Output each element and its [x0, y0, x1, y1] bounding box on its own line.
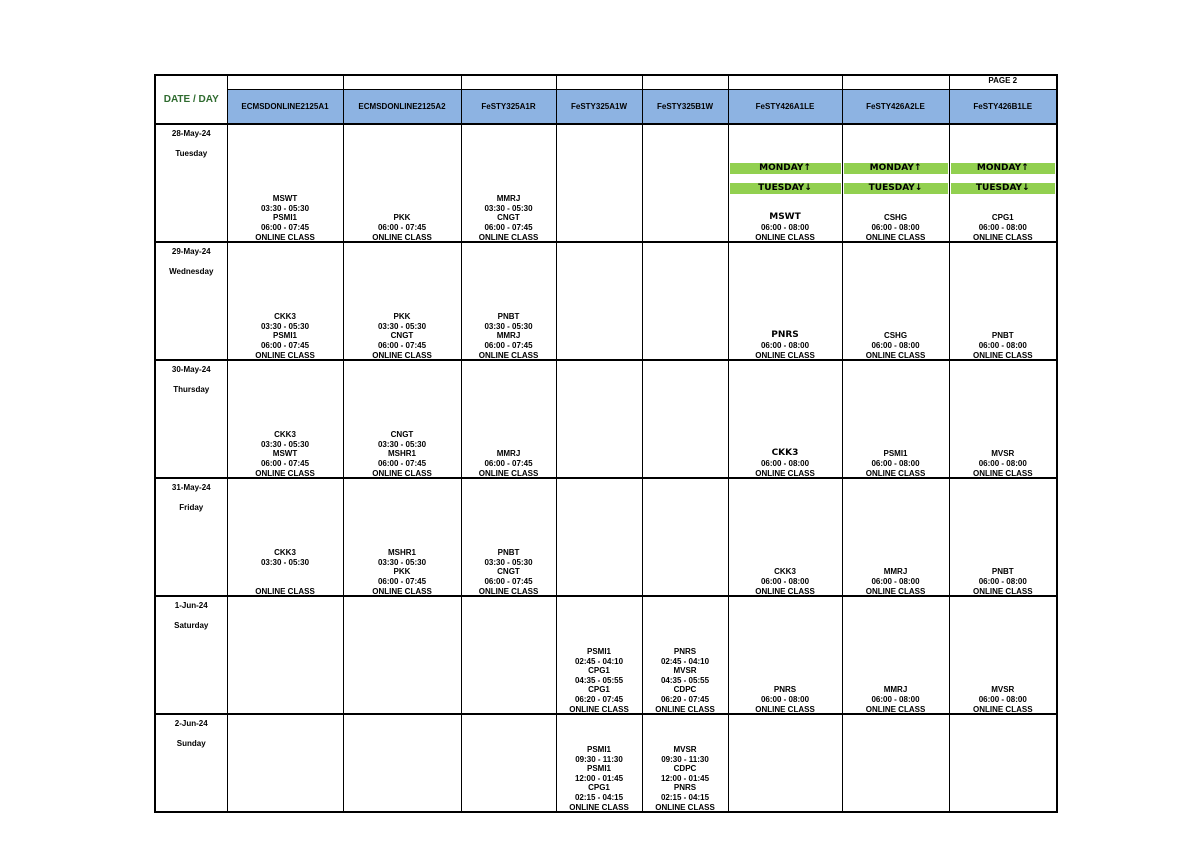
class-code: CKK3 — [774, 567, 796, 576]
class-entries — [344, 312, 461, 350]
column-header: FeSTY325A1W — [556, 90, 642, 125]
date: 30-May-24 — [171, 365, 211, 374]
class-code: PNBT — [991, 331, 1014, 340]
class-time: 02:45 - 04:10 — [574, 656, 624, 666]
date: 31-May-24 — [171, 483, 211, 492]
class-entries — [557, 745, 642, 802]
day-row — [155, 360, 1057, 478]
class-code: CPG1 — [588, 685, 610, 694]
class-time: 02:45 - 04:10 — [660, 656, 710, 666]
schedule-cell — [556, 714, 642, 812]
class-time: 06:20 - 07:45 — [660, 694, 710, 704]
class-time: 06:00 - 07:45 — [260, 222, 310, 232]
online-class-label: ONLINE CLASS — [372, 586, 432, 596]
class-time: 06:00 - 07:45 — [484, 222, 533, 232]
schedule-cell — [642, 242, 728, 360]
class-entries — [843, 567, 949, 586]
class-code: MMRJ — [496, 331, 521, 340]
online-class-label: ONLINE CLASS — [972, 586, 1033, 596]
class-code: MSHR1 — [387, 449, 416, 458]
weekday: Sunday — [176, 738, 206, 748]
class-time: 06:00 - 07:45 — [484, 458, 533, 468]
class-entries — [950, 331, 1057, 350]
schedule-cell — [343, 360, 461, 478]
online-class-label: ONLINE CLASS — [569, 704, 629, 714]
online-class-label: ONLINE CLASS — [755, 586, 815, 596]
class-time: 06:00 - 08:00 — [760, 340, 810, 350]
day-shift-banner — [843, 163, 949, 194]
class-entries — [462, 194, 556, 232]
class-entries — [643, 745, 728, 802]
class-entries — [462, 449, 556, 468]
schedule-cell — [949, 714, 1057, 812]
schedule-cell — [343, 478, 461, 596]
schedule-cell — [227, 124, 343, 242]
date: 2-Jun-24 — [174, 719, 208, 728]
online-class-label: ONLINE CLASS — [655, 704, 715, 714]
class-time: 06:00 - 08:00 — [978, 340, 1027, 350]
class-code: PSMI1 — [883, 449, 908, 458]
class-entries — [843, 449, 949, 468]
class-code: MVSR — [991, 449, 1015, 458]
class-entries — [228, 312, 343, 350]
weekday: Friday — [179, 502, 204, 512]
class-time: 09:30 - 11:30 — [575, 754, 623, 764]
schedule-cell — [556, 124, 642, 242]
schedule-cell — [842, 360, 949, 478]
class-code: PNBT — [497, 548, 520, 557]
class-time: 06:00 - 08:00 — [871, 340, 920, 350]
class-time: 06:00 - 07:45 — [377, 576, 427, 586]
online-class-label: ONLINE CLASS — [255, 586, 315, 596]
class-time: 06:00 - 07:45 — [377, 222, 427, 232]
class-code: CKK3 — [771, 448, 799, 458]
schedule-cell — [461, 478, 556, 596]
class-code: CNGT — [390, 430, 414, 439]
class-time: 06:00 - 08:00 — [978, 458, 1027, 468]
class-time: 06:00 - 08:00 — [760, 458, 810, 468]
schedule-cell — [642, 360, 728, 478]
online-class-label: ONLINE CLASS — [655, 802, 715, 812]
weekday: Wednesday — [169, 266, 214, 276]
online-class-label: ONLINE CLASS — [972, 232, 1033, 242]
schedule-cell — [842, 124, 949, 242]
class-time: 06:00 - 07:45 — [484, 576, 533, 586]
class-time: 12:00 - 01:45 — [660, 773, 710, 783]
class-code: MVSR — [673, 745, 697, 754]
class-entries — [950, 449, 1057, 468]
class-time: 03:30 - 05:30 — [260, 321, 310, 331]
day-row — [155, 714, 1057, 812]
class-entries — [729, 685, 842, 704]
schedule-cell — [949, 478, 1057, 596]
schedule-cell — [461, 714, 556, 812]
monday-banner: MONDAY↑ — [844, 163, 948, 174]
online-class-label: ONLINE CLASS — [478, 468, 539, 478]
class-entries — [950, 567, 1057, 586]
online-class-label: ONLINE CLASS — [865, 586, 926, 596]
class-entries — [228, 548, 343, 586]
class-entries — [729, 449, 842, 468]
class-entries — [729, 213, 842, 232]
class-entries — [228, 430, 343, 468]
schedule-cell — [227, 242, 343, 360]
online-class-label: ONLINE CLASS — [972, 468, 1033, 478]
day-row — [155, 124, 1057, 242]
online-class-label: ONLINE CLASS — [478, 350, 539, 360]
date: 29-May-24 — [171, 247, 211, 256]
schedule-cell — [642, 124, 728, 242]
class-code: PSMI1 — [586, 764, 611, 773]
online-class-label: ONLINE CLASS — [972, 350, 1033, 360]
class-time: 06:00 - 08:00 — [978, 576, 1027, 586]
online-class-label: ONLINE CLASS — [755, 468, 815, 478]
class-code: PKK — [393, 213, 411, 222]
class-code: MMRJ — [496, 449, 521, 458]
class-time: 06:00 - 08:00 — [871, 694, 920, 704]
online-class-label: ONLINE CLASS — [865, 704, 926, 714]
schedule-cell — [227, 360, 343, 478]
schedule-cell — [842, 478, 949, 596]
schedule-cell — [949, 360, 1057, 478]
class-code: MSWT — [272, 194, 298, 203]
schedule-cell — [461, 596, 556, 714]
online-class-label: ONLINE CLASS — [255, 232, 315, 242]
online-class-label: ONLINE CLASS — [372, 350, 432, 360]
class-time: 03:30 - 05:30 — [484, 557, 533, 567]
schedule-cell — [842, 242, 949, 360]
schedule-cell — [461, 360, 556, 478]
class-code: PSMI1 — [272, 331, 297, 340]
schedule-cell — [728, 596, 842, 714]
class-time: 02:15 - 04:15 — [660, 792, 710, 802]
class-code: PSMI1 — [586, 647, 611, 656]
class-entries — [843, 685, 949, 704]
weekday: Thursday — [173, 384, 210, 394]
class-time — [228, 577, 343, 587]
online-class-label: ONLINE CLASS — [865, 350, 926, 360]
class-time: 03:30 - 05:30 — [377, 321, 427, 331]
class-code: CSHG — [883, 331, 908, 340]
class-code: PNRS — [673, 783, 697, 792]
class-code: PKK — [393, 567, 411, 576]
class-time: 06:00 - 07:45 — [377, 340, 427, 350]
class-code: PNRS — [771, 330, 799, 340]
date-cell — [155, 360, 227, 478]
schedule-cell — [343, 714, 461, 812]
class-code: CNGT — [497, 213, 520, 222]
class-time: 03:30 - 05:30 — [377, 557, 427, 567]
class-entries — [643, 647, 728, 704]
online-class-label: ONLINE CLASS — [478, 586, 539, 596]
class-code — [228, 567, 343, 577]
class-entries — [462, 548, 556, 586]
class-code: CPG1 — [588, 783, 610, 792]
class-time: 06:00 - 08:00 — [871, 576, 920, 586]
date-day-header: DATE / DAY — [155, 75, 227, 124]
class-time: 03:30 - 05:30 — [377, 439, 427, 449]
class-code: CNGT — [497, 567, 520, 576]
class-code: CNGT — [390, 331, 414, 340]
class-time: 04:35 - 05:55 — [660, 675, 710, 685]
column-header: FeSTY325B1W — [642, 90, 728, 125]
schedule-cell — [949, 124, 1057, 242]
class-entries — [729, 331, 842, 350]
class-time: 03:30 - 05:30 — [484, 203, 533, 213]
class-code: MMRJ — [883, 567, 908, 576]
class-time: 06:00 - 08:00 — [871, 222, 920, 232]
schedule-cell — [642, 596, 728, 714]
page-label: PAGE 2 — [949, 75, 1057, 90]
schedule-cell — [728, 714, 842, 812]
class-time: 03:30 - 05:30 — [484, 321, 533, 331]
class-time: 06:00 - 08:00 — [978, 694, 1027, 704]
monday-banner: MONDAY↑ — [951, 163, 1056, 174]
tuesday-banner: TUESDAY↓ — [730, 183, 841, 194]
online-class-label: ONLINE CLASS — [755, 350, 815, 360]
class-time: 04:35 - 05:55 — [574, 675, 624, 685]
class-code: MMRJ — [496, 194, 521, 203]
class-time: 03:30 - 05:30 — [260, 203, 310, 213]
class-code: PSMI1 — [586, 745, 611, 754]
class-time: 02:15 - 04:15 — [574, 792, 624, 802]
day-row — [155, 478, 1057, 596]
class-code: CPG1 — [588, 666, 610, 675]
schedule-cell — [842, 596, 949, 714]
class-time: 06:00 - 07:45 — [260, 340, 310, 350]
class-entries — [228, 194, 343, 232]
class-code: MSWT — [769, 212, 801, 222]
online-class-label: ONLINE CLASS — [569, 802, 629, 812]
class-time: 06:20 - 07:45 — [574, 694, 624, 704]
online-class-label: ONLINE CLASS — [478, 232, 539, 242]
date-cell — [155, 478, 227, 596]
online-class-label: ONLINE CLASS — [972, 704, 1033, 714]
class-entries — [843, 213, 949, 232]
schedule-cell — [556, 478, 642, 596]
schedule-cell — [227, 596, 343, 714]
date: 28-May-24 — [171, 129, 211, 138]
online-class-label: ONLINE CLASS — [755, 704, 815, 714]
schedule-cell — [842, 714, 949, 812]
schedule-cell — [556, 242, 642, 360]
schedule-cell — [728, 360, 842, 478]
date-cell — [155, 242, 227, 360]
class-code: CKK3 — [274, 312, 296, 321]
class-code: PNRS — [673, 647, 697, 656]
date: 1-Jun-24 — [174, 601, 208, 610]
class-code: PKK — [393, 312, 411, 321]
weekday: Tuesday — [175, 148, 208, 158]
column-header: FeSTY426A2LE — [842, 90, 949, 125]
online-class-label: ONLINE CLASS — [255, 468, 315, 478]
class-time: 06:00 - 07:45 — [260, 458, 310, 468]
class-entries — [344, 213, 461, 232]
class-code: CSHG — [883, 213, 908, 222]
class-entries — [344, 430, 461, 468]
schedule-cell — [728, 124, 842, 242]
schedule-cell — [461, 242, 556, 360]
class-entries — [462, 312, 556, 350]
day-row — [155, 242, 1057, 360]
schedule-cell — [556, 596, 642, 714]
class-code: MVSR — [673, 666, 697, 675]
class-code: MVSR — [991, 685, 1015, 694]
class-code: PNRS — [773, 685, 797, 694]
class-time: 06:00 - 08:00 — [760, 694, 810, 704]
class-entries — [950, 213, 1057, 232]
class-entries — [557, 647, 642, 704]
class-code: CDPC — [673, 764, 697, 773]
online-class-label: ONLINE CLASS — [372, 468, 432, 478]
schedule-cell — [556, 360, 642, 478]
column-header: ECMSDONLINE2125A1 — [227, 90, 343, 125]
schedule-cell — [227, 714, 343, 812]
class-time: 06:00 - 08:00 — [760, 576, 810, 586]
day-row — [155, 596, 1057, 714]
schedule-cell — [343, 124, 461, 242]
day-shift-banner — [950, 163, 1057, 194]
online-class-label: ONLINE CLASS — [865, 232, 926, 242]
schedule-table — [154, 74, 1058, 813]
date-cell — [155, 124, 227, 242]
class-code: CKK3 — [274, 430, 296, 439]
schedule-cell — [343, 596, 461, 714]
date-cell — [155, 714, 227, 812]
class-time: 06:00 - 07:45 — [484, 340, 533, 350]
weekday: Saturday — [174, 620, 209, 630]
class-time: 03:30 - 05:30 — [260, 439, 310, 449]
column-header: FeSTY426A1LE — [728, 90, 842, 125]
schedule-cell — [343, 242, 461, 360]
monday-banner: MONDAY↑ — [730, 163, 841, 174]
schedule-cell — [949, 242, 1057, 360]
class-code: PNBT — [497, 312, 520, 321]
online-class-label: ONLINE CLASS — [755, 232, 815, 242]
class-time: 09:30 - 11:30 — [661, 754, 709, 764]
class-time: 12:00 - 01:45 — [574, 773, 624, 783]
class-code: PSMI1 — [272, 213, 297, 222]
class-code: CPG1 — [991, 213, 1014, 222]
column-header: FeSTY426B1LE — [949, 90, 1057, 125]
schedule-cell — [728, 478, 842, 596]
class-time: 06:00 - 08:00 — [760, 222, 810, 232]
schedule-cell — [728, 242, 842, 360]
column-header: FeSTY325A1R — [461, 90, 556, 125]
schedule-cell — [227, 478, 343, 596]
schedule-cell — [642, 478, 728, 596]
class-time: 06:00 - 08:00 — [871, 458, 920, 468]
class-code: MMRJ — [883, 685, 908, 694]
class-code: CDPC — [673, 685, 697, 694]
class-entries — [843, 331, 949, 350]
class-time: 06:00 - 07:45 — [377, 458, 427, 468]
column-header: ECMSDONLINE2125A2 — [343, 90, 461, 125]
class-time: 03:30 - 05:30 — [260, 557, 310, 567]
date-cell — [155, 596, 227, 714]
schedule-cell — [461, 124, 556, 242]
online-class-label: ONLINE CLASS — [865, 468, 926, 478]
schedule-cell — [949, 596, 1057, 714]
class-time: 06:00 - 08:00 — [978, 222, 1027, 232]
tuesday-banner: TUESDAY↓ — [951, 183, 1056, 194]
class-code: MSWT — [272, 449, 298, 458]
class-code: CKK3 — [274, 548, 296, 557]
schedule-cell — [642, 714, 728, 812]
class-entries — [729, 567, 842, 586]
online-class-label: ONLINE CLASS — [255, 350, 315, 360]
day-shift-banner — [729, 163, 842, 194]
class-code: PNBT — [991, 567, 1014, 576]
class-entries — [950, 685, 1057, 704]
online-class-label: ONLINE CLASS — [372, 232, 432, 242]
class-entries — [344, 548, 461, 586]
tuesday-banner: TUESDAY↓ — [844, 183, 948, 194]
class-code: MSHR1 — [387, 548, 416, 557]
